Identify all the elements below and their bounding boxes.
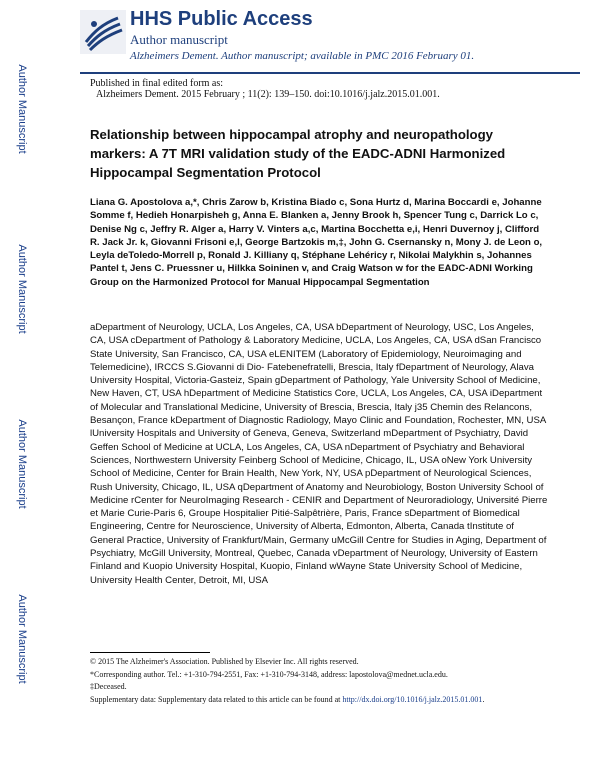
deceased-note: ‡Deceased. [90,682,127,691]
article-title: Relationship between hippocampal atrophy and neuropathology markers: A 7T MRI validation study of the EADC-ADNI Harmonized Hippocampal Segmentation Protocol [90,127,506,180]
supplementary-text: Supplementary data: Supplementary data related to this article can be found at [90,694,341,704]
sidebar-label: Author Manuscript [16,244,28,334]
hhs-header [80,6,580,76]
journal-citation: Alzheimers Dement. 2015 February ; 11(2): 139–150. doi:10.1016/j.jalz.2015.01.001. [96,89,440,100]
author-list: Liana G. Apostolova a,*, Chris Zarow b, Kristina Biado c, Sona Hurtz d, Marina Boccardi e, Johanne Somme f, Hedieh Honarpisheh g, Anna E. Blanken a, Jenny Brook h, Spencer Tung c, Darrick Lo c, Denise Ng c, Jeffry R. Alger a, Harry V. Vinters a,c, Martina Bocchetta e,i, Henri Duvernoy j, Clifford R. Jack Jr. k, Giovanni Frisoni e,l, George Bartzokis m,‡, John G. Csernansky n, Mony J. de Leon o, Leyla deToledo-Morrell p, Ronald J. Killiany q, Stéphane Lehéricy r, Nikolai Malykhin s, Johannes Pantel t, Jens C. Pruessner u, Hilkka Soininen v, and Craig Watson w for the EADC-ADNI Working Group on the Harmonized Protocol for Manual Hippocampal Segmentation [90,197,543,288]
sidebar-label: Author Manuscript [16,594,28,684]
hhs-eagle-logo-icon [80,10,126,54]
supplementary-note: Supplementary data: Supplementary data related to this article can be found at http://dx.doi.org/10.1016/j.jalz.2015.01.001. [90,694,485,704]
sidebar-label: Author Manuscript [16,64,28,154]
author-manuscript-sidebar [0,0,40,776]
footnotes [90,656,550,706]
affiliations: aDepartment of Neurology, UCLA, Los Angeles, CA, USA bDepartment of Neurology, USC, Los Angeles, CA, USA cDepartment of Pathology & Laboratory Medicine, UCLA, Los Angeles, CA, USA dSan Francisco State University, San Francisco, CA, USA eLENITEM (Laboratory of Epidemiology, Neuroimaging and Telemedicine), IRCCS S.Giovanni di Dio- Fatebenefratelli, Brescia, Italy fDepartment of Neurology, Alava University Hospital, Victoria-Gasteiz, Spain gDepartment of Pathology, Yale University School of Medicine, New Haven, CT, USA hDepartment of Medicine Statistics Core, UCLA, Los Angeles, CA, USA iDepartment of Molecular and Translational Medicine, University of Brescia, Brescia, Italy j35 Chemin des Relancons, Besançon, France kDepartment of Diagnostic Radiology, Mayo Clinic and Foundation, Rochester, MN, USA lUniversity Hospitals and University of Geneva, Geneva, Switzerland mDepartment of Psychiatry, David Geffen School of Medicine at UCLA, Los Angeles, CA, USA nDepartment of Psychiatry and Behavioral Sciences, Northwestern University Feinberg School of Medicine, Chicago, IL, USA oNew York University School of Medicine, Center for Brain Health, New York, NY, USA pDepartment of Neurological Sciences, Rush University, Chicago, IL, USA qDepartment of Anatomy and Neurobiology, Boston University School of Medicine rCenter for NeuroImaging Research - CENIR and Department of Neuroradiology, Université Pierre et Marie Curie-Paris 6, Groupe Hospitalier Pitié-Salpêtrière, Paris, France sDepartment of Biomedical Engineering, Centre for Neuroscience, University of Alberta, Edmonton, Alberta, Canada tInstitute of General Practice, University of Frankfurt/Main, Germany uMcGill Centre for Studies in Aging, Department of Psychiatry, McGill University, Montreal, Quebec, Canada vDepartment of Neurology, University of Eastern Finland and Kuopio University Hospital, Kuopio, Finland wWayne State University School of Medicine, University Health Center, Detroit, MI, USA [90,322,548,586]
author-manuscript-subtitle: Author manuscript [130,32,228,47]
published-in [90,78,440,100]
footnote-divider [90,652,210,653]
corresponding-author-note: *Corresponding author. Tel.: +1-310-794-2551, Fax: +1-310-794-3148, address: lapostolova@mednet.ucla.edu. [90,669,448,679]
pmc-availability-citation: Alzheimers Dement. Author manuscript; available in PMC 2016 February 01. [130,50,475,62]
hhs-public-access-title: HHS Public Access [130,8,313,30]
copyright-note: © 2015 The Alzheimer's Association. Published by Elsevier Inc. All rights reserved. [90,657,359,666]
sidebar-label: Author Manuscript [16,419,28,509]
header-divider [80,72,580,74]
doi-link[interactable]: http://dx.doi.org/10.1016/j.jalz.2015.01.001 [342,694,483,704]
published-label: Published in final edited form as: [90,78,224,89]
